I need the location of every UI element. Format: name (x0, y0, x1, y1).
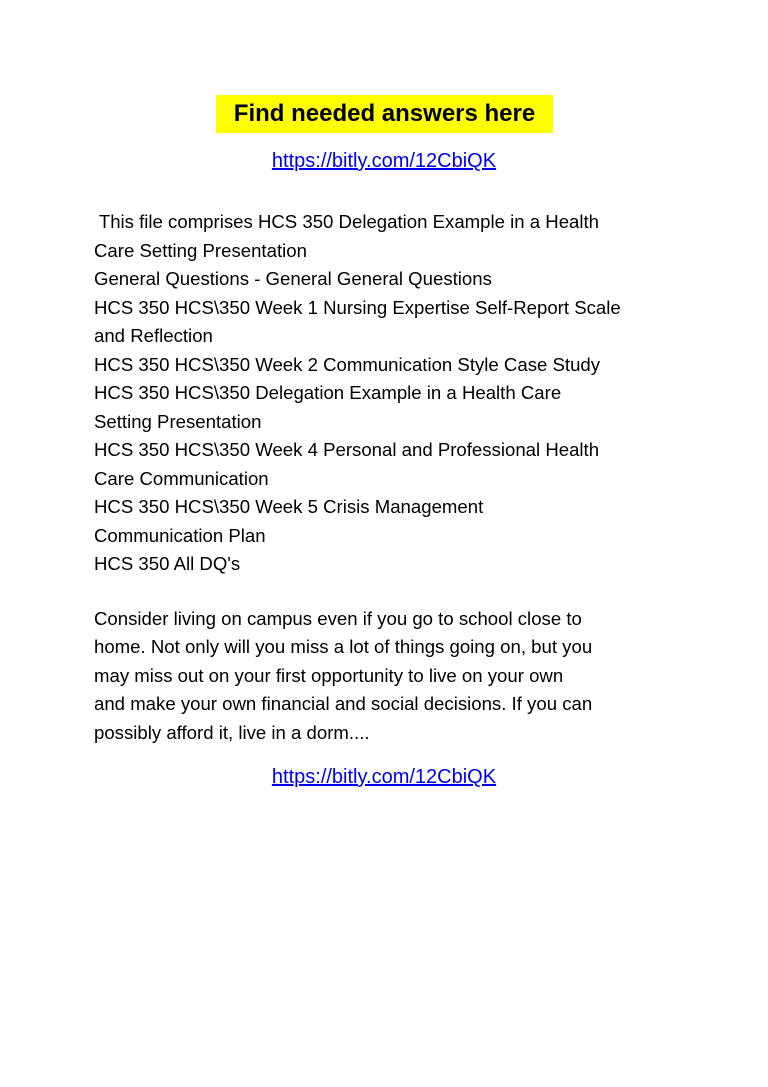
text-line: and Reflection (94, 325, 213, 346)
page-heading: Find needed answers here (216, 95, 553, 133)
text-line: HCS 350 HCS\350 Week 2 Communication Style Case Study (94, 353, 601, 375)
text-line: HCS 350 All DQ's (94, 553, 241, 574)
text-line: Communication Plan (94, 524, 266, 546)
paragraph-line: Consider living on campus even if you go to school close to (94, 607, 582, 629)
text-line: This file comprises HCS 350 Delegation Example in a Health (94, 211, 600, 232)
link-top[interactable]: https://bitly.com/12CbiQK (271, 150, 497, 172)
text-line: Setting Presentation (94, 410, 262, 432)
text-line: Care Setting Presentation (94, 239, 307, 261)
text-line: General Questions - General General Questions (94, 268, 492, 289)
paragraph-line: and make your own financial and social decisions. If you can (94, 693, 593, 714)
paragraph-line: home. Not only will you miss a lot of things going on, but you (94, 636, 593, 657)
text-line: Care Communication (94, 467, 269, 489)
document-body (94, 208, 621, 747)
link-bottom[interactable]: https://bitly.com/12CbiQK (271, 766, 497, 788)
text-line: HCS 350 HCS\350 Week 5 Crisis Management (94, 496, 484, 517)
text-line: HCS 350 HCS\350 Week 4 Personal and Professional Health (94, 439, 600, 460)
paragraph-line: may miss out on your first opportunity to live on your own (94, 664, 564, 686)
paragraph-line: possibly afford it, live in a dorm.... (94, 721, 370, 743)
text-line: HCS 350 HCS\350 Delegation Example in a Health Care (94, 382, 562, 403)
text-line: HCS 350 HCS\350 Week 1 Nursing Expertise Self-Report Scale (94, 296, 621, 318)
